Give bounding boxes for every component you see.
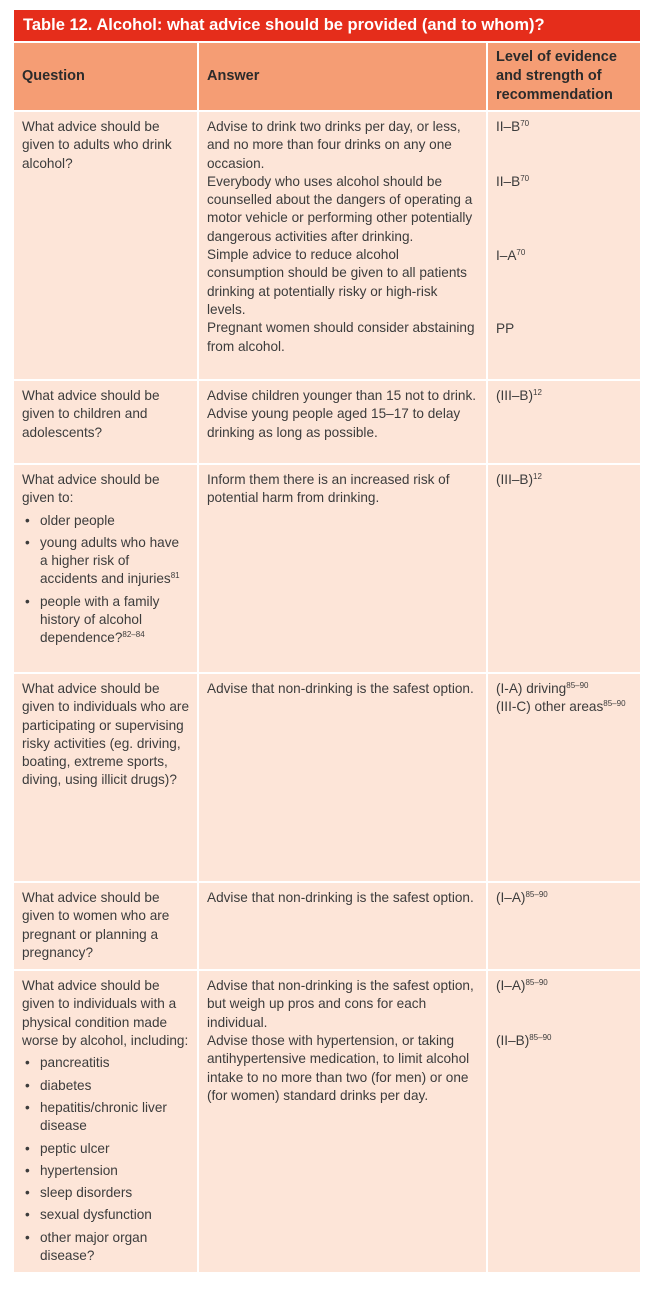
list-item: • young adults who have a higher risk of accidents and injuries$^{81}$	[22, 534, 190, 589]
reference-superscript: 12	[533, 388, 542, 397]
evidence-level: $(III-B)^{12}$	[496, 388, 542, 403]
table-row	[14, 882, 640, 970]
evidence-cell	[487, 380, 640, 464]
answer-text: Advise children younger than 15 not to drink.	[207, 388, 477, 403]
answer-text: Advise young people aged 15–17 to delay drinking as long as possible.	[207, 406, 461, 440]
question-cell	[14, 380, 198, 464]
advice-table	[14, 43, 640, 1274]
question-cell	[14, 970, 198, 1273]
evidence-cell	[487, 464, 640, 673]
evidence-level: $II-B^{70}$	[496, 119, 530, 134]
table-row	[14, 111, 640, 380]
reference-superscript: 85–90	[529, 1033, 552, 1043]
answer-text: Advise those with hypertension, or taking antihypertensive medication, to limit alcohol intake to no more than two (for men) or one (for women) standard drinks per day.	[207, 1033, 470, 1103]
list-item: • people with a family history of alcohol dependence?$^{82-84}$	[22, 593, 190, 648]
list-item: • sleep disorders	[22, 1184, 190, 1202]
answer-cell	[198, 380, 487, 464]
evidence-cell	[487, 673, 640, 882]
list-item: • sexual dysfunction	[22, 1206, 190, 1224]
question-text: What advice should be given to women who are pregnant or planning a pregnancy?	[22, 890, 170, 960]
question-cell	[14, 673, 198, 882]
question-cell	[14, 882, 198, 970]
answer-text: Inform them there is an increased risk of potential harm from drinking.	[207, 472, 450, 506]
answer-header: Answer	[198, 43, 487, 111]
evidence-level: PP	[496, 320, 515, 336]
reference-superscript: 85–90	[566, 681, 589, 690]
evidence-level: $(I-A)^{85-90}$	[496, 890, 548, 905]
question-text: What advice should be given to children and adolescents?	[22, 388, 160, 440]
table-row	[14, 673, 640, 882]
reference-superscript: 81	[170, 571, 180, 581]
question-text: What advice should be given to individuals with a physical condition made worse by alcohol, including:	[22, 978, 189, 1049]
answer-text: Advise that non-drinking is the safest option.	[207, 890, 474, 905]
list-item: • hypertension	[22, 1162, 190, 1180]
answer-text: Pregnant women should consider abstaining from alcohol.	[207, 320, 475, 354]
answer-cell	[198, 970, 487, 1273]
answer-cell	[198, 464, 487, 673]
question-header: Question	[14, 43, 198, 111]
evidence-cell	[487, 970, 640, 1273]
evidence-level: $(I-A)^{85-90}$	[496, 978, 548, 994]
table-row	[14, 970, 640, 1273]
question-cell	[14, 111, 198, 380]
header-row	[14, 43, 640, 111]
evidence-level: (I-A) driving$^{85-90}$	[496, 681, 589, 696]
list-item: • other major organ disease?	[22, 1229, 190, 1266]
reference-superscript: 85–90	[603, 699, 626, 709]
table-title: Table 12. Alcohol: what advice should be provided (and to whom)?	[14, 10, 640, 43]
question-cell	[14, 464, 198, 673]
alcohol-advice-table-container	[14, 10, 640, 1274]
list-item: • pancreatitis	[22, 1054, 190, 1072]
table-row	[14, 464, 640, 673]
list-item: • hepatitis/chronic liver disease	[22, 1099, 190, 1136]
reference-superscript: 70	[520, 119, 530, 128]
answer-cell	[198, 111, 487, 380]
answer-text: Advise that non-drinking is the safest option, but weigh up pros and cons for each individual.	[207, 978, 474, 1030]
reference-superscript: 85–90	[525, 978, 548, 988]
reference-superscript: 82–84	[122, 630, 145, 640]
question-text: What advice should be given to individuals who are participating or supervising risky activities (eg. driving, boating, extreme sports, diving, using illicit drugs)?	[22, 681, 190, 788]
answer-text: Advise to drink two drinks per day, or less, and no more than four drinks on any one occasion.	[207, 119, 461, 171]
list-item: • peptic ulcer	[22, 1140, 190, 1158]
list-item: • diabetes	[22, 1077, 190, 1095]
evidence-level: $(III-B)^{12}$	[496, 472, 542, 487]
evidence-level: $I-A^{70}$	[496, 247, 526, 263]
evidence-cell	[487, 111, 640, 380]
question-text: What advice should be given to adults who drink alcohol?	[22, 119, 172, 171]
reference-superscript: 70	[520, 174, 530, 184]
answer-text: Everybody who uses alcohol should be counselled about the dangers of operating a motor vehicle or performing other potentially dangerous activities after drinking.	[207, 173, 473, 244]
answer-cell	[198, 882, 487, 970]
answer-text: Simple advice to reduce alcohol consumption should be given to all patients drinking at potentially risky or high-risk levels.	[207, 247, 467, 317]
table-row	[14, 380, 640, 464]
bullet-list	[22, 1054, 190, 1265]
reference-superscript: 12	[533, 472, 542, 481]
evidence-cell	[487, 882, 640, 970]
evidence-header: Level of evidence and strength of recommendation	[487, 43, 640, 111]
evidence-level: $II-B^{70}$	[496, 174, 530, 190]
list-item: • older people	[22, 512, 190, 530]
evidence-level: $(II-B)^{85-90}$	[496, 1033, 552, 1049]
answer-text: Advise that non-drinking is the safest option.	[207, 681, 474, 696]
reference-superscript: 70	[516, 247, 526, 257]
answer-cell	[198, 673, 487, 882]
question-text: What advice should be given to:	[22, 472, 160, 506]
bullet-list	[22, 512, 190, 648]
evidence-level: (III-C) other areas$^{85-90}$	[496, 699, 626, 715]
reference-superscript: 85–90	[525, 890, 548, 899]
